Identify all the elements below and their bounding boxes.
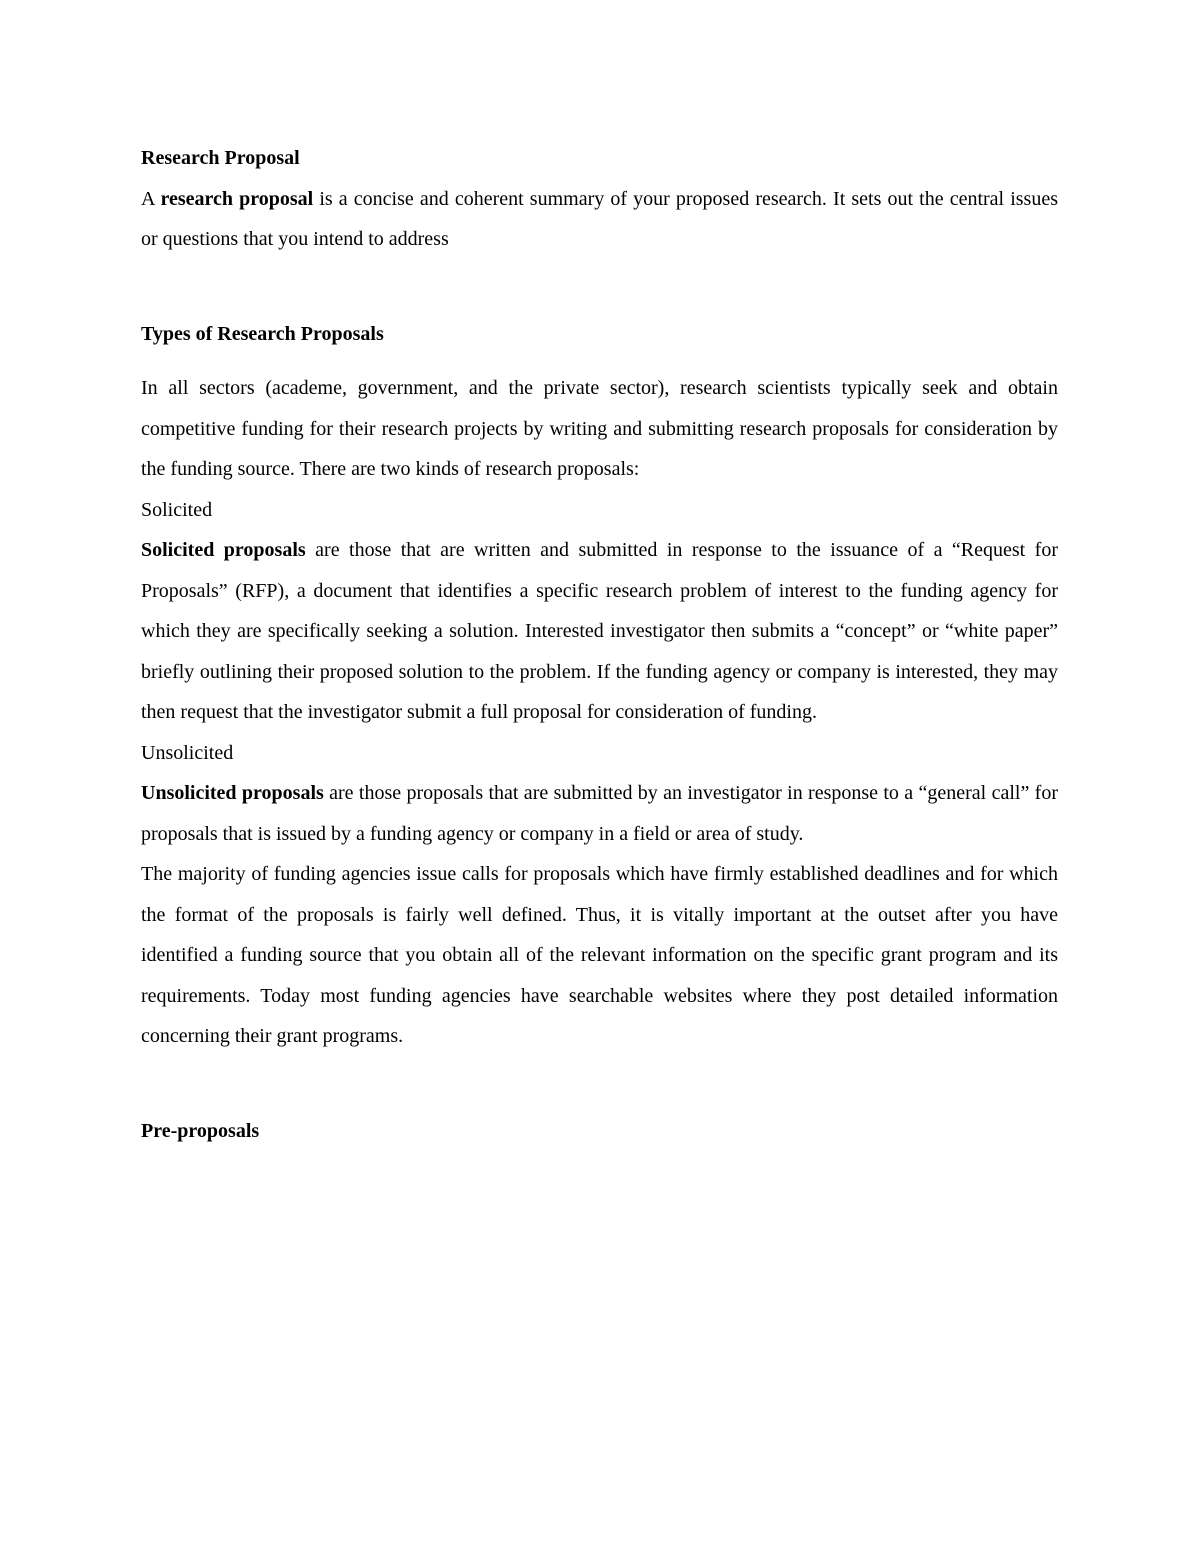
intro-paragraph <box>141 179 1058 260</box>
intro-prefix: A <box>141 187 161 210</box>
preproposals-heading: Pre-proposals <box>141 1119 260 1142</box>
spacer <box>141 260 1058 314</box>
types-heading: Types of Research Proposals <box>141 322 384 345</box>
majority-paragraph: The majority of funding agencies issue calls for proposals which have firmly established deadlines and for which the format of the proposals is fairly well defined. Thus, it is vitally important at the outset after you have identified a funding source that you obtain all of the relevant information on the specific grant program and its requirements. Today most funding agencies have searchable websites where they post detailed information concerning their grant programs. <box>141 863 1058 1047</box>
spacer <box>141 354 1058 368</box>
solicited-paragraph <box>141 530 1058 733</box>
solicited-rest: are those that are written and submitted in response to the issuance of a “Request for Proposals” (RFP), a document that identifies a specific research problem of interest to the funding agency for which they are specifically seeking a solution. Interested investigator then submits a “concept” or “white paper” briefly outlining their proposed solution to the problem. If the funding agency or company is interested, they may then request that the investigator submit a full proposal for consideration of funding. <box>141 539 1058 723</box>
unsolicited-bold-term: Unsolicited proposals <box>141 782 324 804</box>
solicited-bold-term: Solicited proposals <box>141 539 306 561</box>
intro-rest: is a concise and coherent summary of your proposed research. It sets out the central issues or questions that you intend to address <box>141 187 1058 250</box>
solicited-label: Solicited <box>141 498 213 521</box>
document-body <box>141 138 1058 1151</box>
spacer <box>141 1057 1058 1111</box>
unsolicited-paragraph <box>141 773 1058 854</box>
intro-bold-term: research proposal <box>160 187 314 210</box>
document-title: Research Proposal <box>141 147 300 169</box>
types-paragraph: In all sectors (academe, government, and the private sector), research scientists typically seek and obtain competitive funding for their research projects by writing and submitting research proposals for consideration by the funding source. There are two kinds of research proposals: <box>141 377 1058 480</box>
unsolicited-label: Unsolicited <box>141 741 234 764</box>
unsolicited-rest: are those proposals that are submitted by an investigator in response to a “general call” for proposals that is issued by a funding agency or company in a field or area of study. <box>141 782 1058 845</box>
